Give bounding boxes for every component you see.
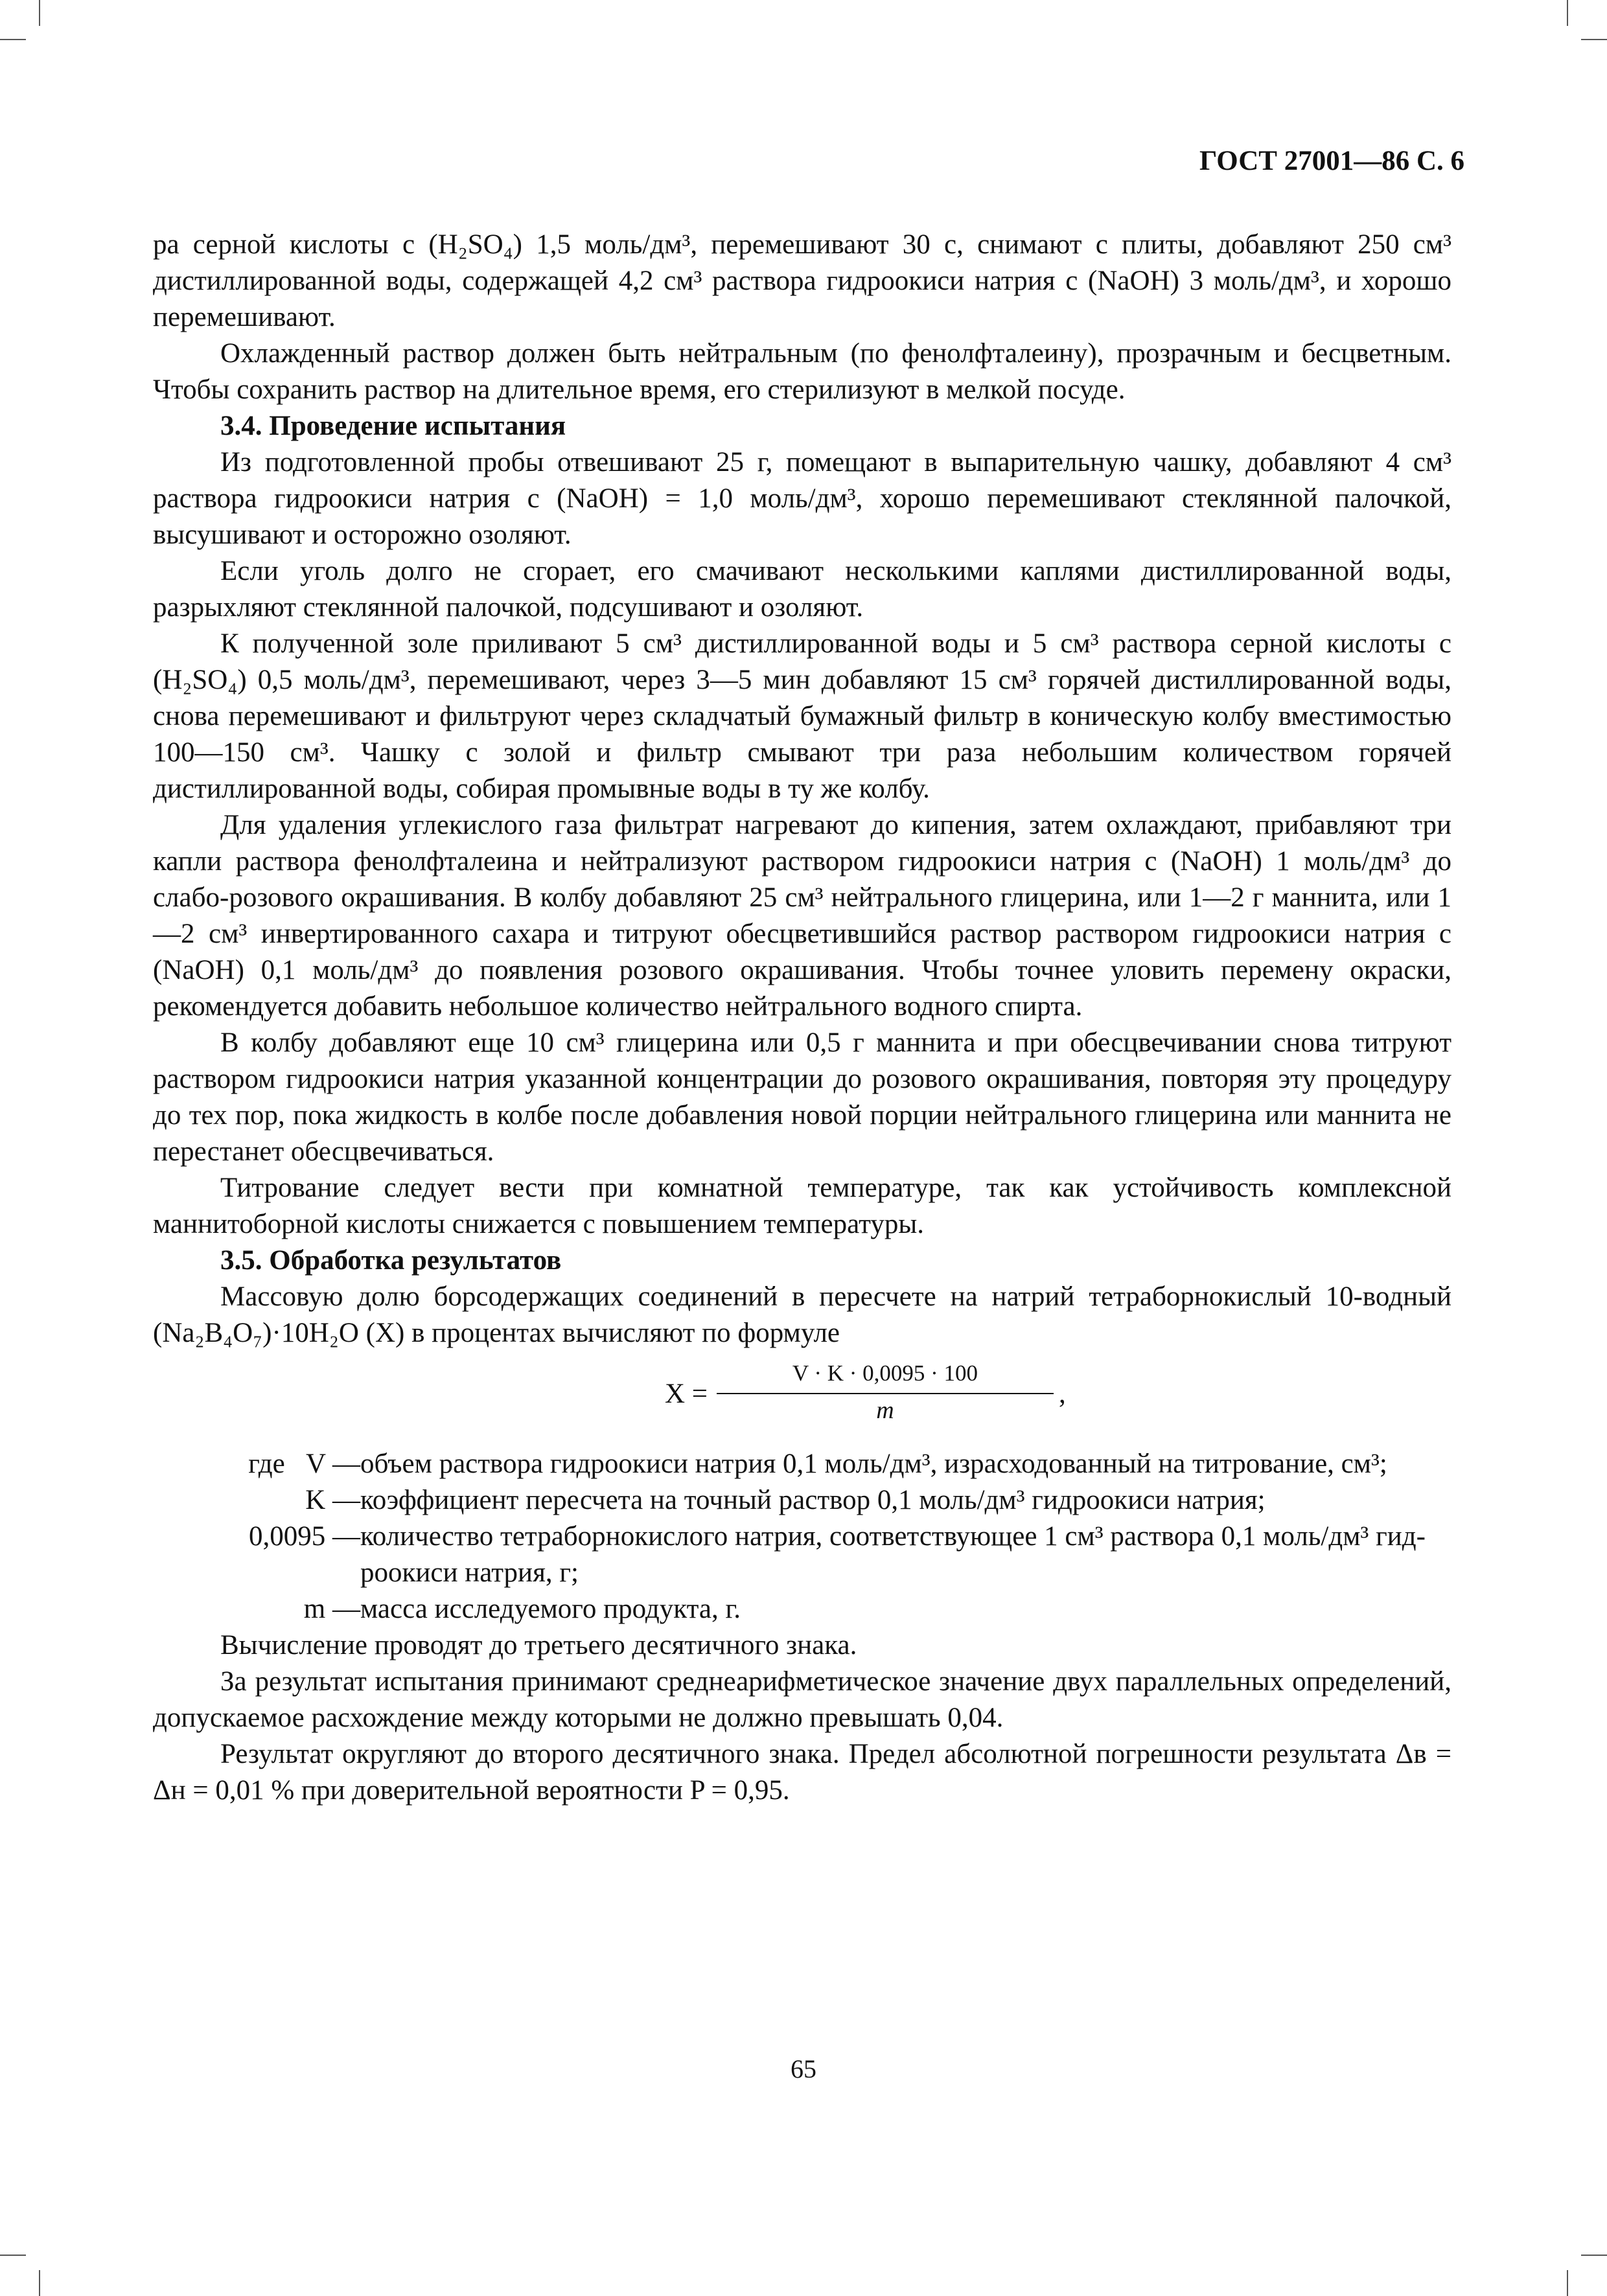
- definition-symbol: m —: [303, 1594, 360, 1624]
- definition-text: масса исследуемого продукта, г.: [360, 1594, 741, 1624]
- crop-mark-bottom-right-h: [1581, 2255, 1607, 2256]
- definition-row: [153, 1519, 1451, 1555]
- formula-lhs: X =: [665, 1379, 708, 1409]
- paragraph: За результат испытания принимают среднеарифметическое значение двух параллельных определений, допускаемое расхождение между которыми не должно превышать 0,04.: [153, 1666, 1451, 1733]
- definition-row: [153, 1482, 1451, 1519]
- definition-text: количество тетраборнокислого натрия, соответствующее 1 см³ раствора 0,1 моль/дм³ гид-: [360, 1521, 1426, 1552]
- formula: [153, 1355, 1451, 1437]
- paragraph: Титрование следует вести при комнатной температуре, так как устойчивость комплексной маннитоборной кислоты снижается с повышением температуры.: [153, 1173, 1451, 1239]
- crop-mark-bottom-left-h: [0, 2255, 26, 2256]
- formula-denominator: m: [876, 1397, 894, 1424]
- paragraph: Массовую долю борсодержащих соединений в пересчете на натрий тетраборнокислый 10-водный (Na₂B₄O₇)·10H₂O (X) в процентах вычисляют по формуле: [153, 1281, 1451, 1348]
- crop-mark-top-right-v: [1567, 0, 1568, 26]
- definition-symbol: [153, 1555, 360, 1591]
- paragraph: Если уголь долго не сгорает, его смачивают несколькими каплями дистиллированной воды, разрыхляют стеклянной палочкой, подсушивают и озоляют.: [153, 556, 1451, 623]
- crop-mark-bottom-left-v: [39, 2270, 40, 2296]
- definition-text: коэффициент пересчета на точный раствор 0,1 моль/дм³ гидроокиси натрия;: [360, 1485, 1266, 1515]
- paragraph: В колбу добавляют еще 10 см³ глицерина или 0,5 г маннита и при обесцвечивании снова титруют раствором гидроокиси натрия указанной концентрации до розового окрашивания, повторяя эту процедуру до тех пор, пока жидкость в колбе после добавления новой порции нейтрального глицерина или маннита не перестанет обесцвечиваться.: [153, 1027, 1451, 1167]
- crop-mark-top-left-v: [39, 0, 40, 26]
- paragraph: К полученной золе приливают 5 см³ дистиллированной воды и 5 см³ раствора серной кислоты c (H₂SO₄) 0,5 моль/дм³, перемешивают, через 3—5 мин добавляют 15 см³ горячей дистиллированной воды, снова перемешивают и фильтруют через складчатый бумажный фильтр в коническую колбу вместимостью 100—150 см³. Чашку с золой и фильтр смывают три раза небольшим количеством горячей дистиллированной воды, собирая промывные воды в ту же колбу.: [153, 628, 1451, 804]
- paragraph: Охлажденный раствор должен быть нейтральным (по фенолфталеину), прозрачным и бесцветным. Чтобы сохранить раствор на длительное время, его стерилизуют в мелкой посуде.: [153, 338, 1451, 405]
- formula-fraction: [717, 1358, 1054, 1427]
- definition-row: [153, 1591, 1451, 1627]
- section-heading: 3.5. Обработка результатов: [220, 1245, 562, 1276]
- definition-symbol: 0,0095 —: [249, 1521, 360, 1552]
- page-number: 65: [791, 2054, 816, 2084]
- definition-text: роокиси натрия, г;: [360, 1557, 579, 1588]
- formula-comma: ,: [1059, 1379, 1066, 1409]
- paragraph: Вычисление проводят до третьего десятичного знака.: [220, 1630, 857, 1660]
- definition-symbol: где V —: [248, 1449, 360, 1479]
- document-body: [153, 227, 1451, 1809]
- crop-mark-bottom-right-v: [1567, 2270, 1568, 2296]
- crop-mark-top-right-h: [1581, 39, 1607, 40]
- page-header: ГОСТ 27001—86 С. 6: [1199, 146, 1464, 176]
- paragraph: Результат округляют до второго десятичного знака. Предел абсолютной погрешности результата Δв = Δн = 0,01 % при доверительной вероятности P = 0,95.: [153, 1739, 1451, 1806]
- definition-row: [153, 1446, 1451, 1482]
- definition-text: объем раствора гидроокиси натрия 0,1 моль/дм³, израсходованный на титрование, см³;: [360, 1449, 1387, 1479]
- section-heading: 3.4. Проведение испытания: [220, 411, 566, 441]
- definition-row: [153, 1555, 1451, 1591]
- definition-symbol: K —: [305, 1485, 360, 1515]
- paragraph: ра серной кислоты c (H₂SO₄) 1,5 моль/дм³, перемешивают 30 с, снимают с плиты, добавляют 250 см³ дистиллированной воды, содержащей 4,2 см³ раствора гидроокиси натрия c (NaOH) 3 моль/дм³, и хорошо перемешивают.: [153, 229, 1451, 332]
- paragraph: Из подготовленной пробы отвешивают 25 г, помещают в выпарительную чашку, добавляют 4 см³ раствора гидроокиси натрия c (NaOH) = 1,0 моль/дм³, хорошо перемешивают стеклянной палочкой, высушивают и осторожно озоляют.: [153, 447, 1451, 550]
- crop-mark-top-left-h: [0, 39, 26, 40]
- formula-numerator: V · K · 0,0095 · 100: [717, 1358, 1054, 1394]
- variable-definitions: [153, 1446, 1451, 1627]
- paragraph: Для удаления углекислого газа фильтрат нагревают до кипения, затем охлаждают, прибавляют три капли раствора фенолфталеина и нейтрализуют раствором гидроокиси натрия c (NaOH) 1 моль/дм³ до слабо-розового окрашивания. В колбу добавляют 25 см³ нейтрального глицерина, или 1—2 г маннита, или 1—2 см³ инвертированного сахара и титруют обесцветившийся раствор раствором гидроокиси натрия c (NaOH) 0,1 моль/дм³ до появления розового окрашивания. Чтобы точнее уловить перемену окраски, рекомендуется добавить небольшое количество нейтрального водного спирта.: [153, 810, 1451, 1022]
